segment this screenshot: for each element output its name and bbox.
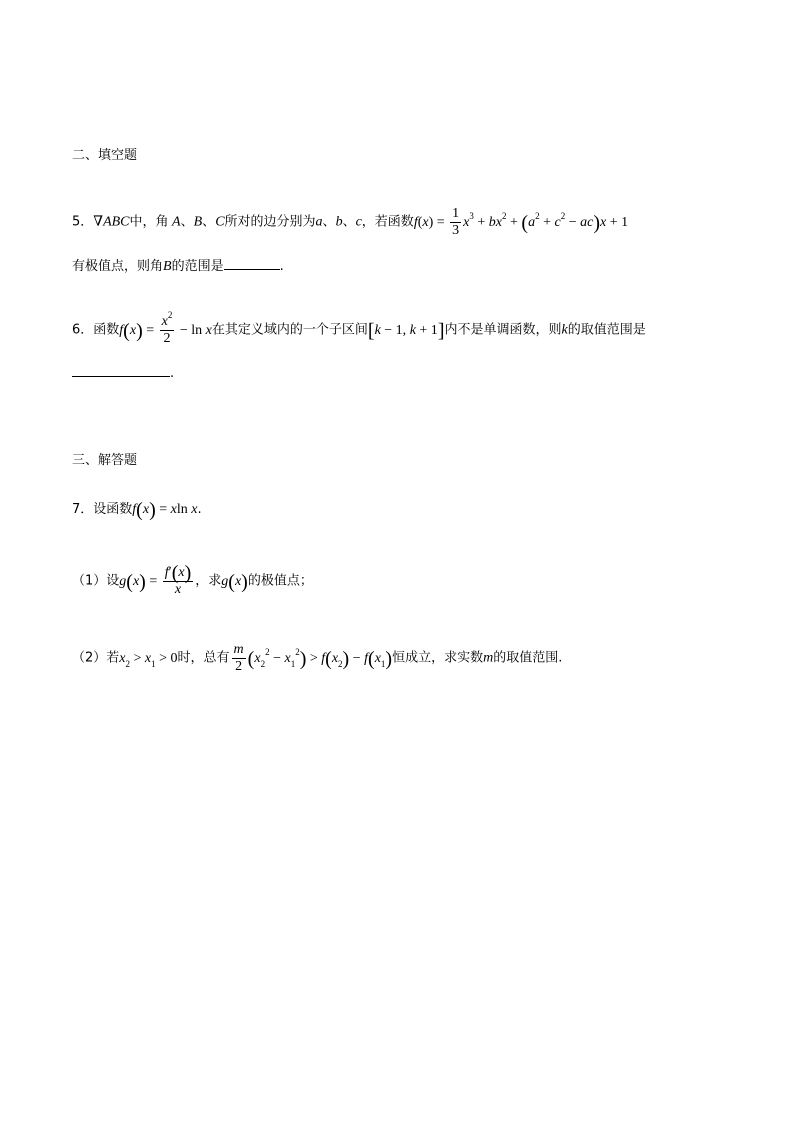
question-7-stem: 7．设函数f(x) = xln x.	[72, 499, 202, 521]
q7-formula: f(x) = xln x	[132, 499, 198, 521]
q6-formula: f(x) = $\frac{x^2}{2}$ − ln x	[119, 310, 212, 346]
question-7-part-1: （1）设g(x) = $\frac{f'(x)}{x}$ ，求g(x)的极值点；	[72, 562, 313, 597]
q7-number: 7．设函数	[72, 502, 133, 517]
q5-answer-blank[interactable]	[224, 255, 280, 270]
q6-number: 6．函数	[72, 322, 120, 338]
q6-answer-blank[interactable]	[72, 362, 170, 377]
question-6-line-2: .	[72, 362, 174, 384]
q5-formula: f(x) = $\frac{1}{3}$ $x^3 + bx^2 + (a^2 + c^2 - ac)x + 1$	[413, 206, 629, 238]
q5-number: 5．	[72, 214, 94, 230]
question-7-part-2: （2）若$x_2 > x_1 > 0$时，总有 $\frac{m}{2}$ $(x_2^2 - x_1^2) > f(x_2) - f(x_1)$恒成立，求实数m的取值范围.	[72, 642, 563, 674]
question-5-line-2: 有极值点，则角B的范围是 .	[72, 255, 284, 277]
question-5-line-1: 5．∇ABC中，角 A、B、C所对的边分别为a、b、c，若函数f(x) = $\frac{1}{3}$ $x^3 + bx^2 + (a^2 + c^2 - ac)x + 1$	[72, 206, 629, 238]
section-title-answer: 三、解答题	[72, 453, 138, 468]
triangle-symbol: ∇	[93, 214, 104, 230]
question-6-line-1: 6．函数f(x) = $\frac{x^2}{2}$ − ln x在其定义域内的一个子区间[k − 1, k + 1]内不是单调函数，则k的取值范围是	[72, 310, 646, 346]
section-title-fill-blank: 二、填空题	[72, 148, 138, 163]
